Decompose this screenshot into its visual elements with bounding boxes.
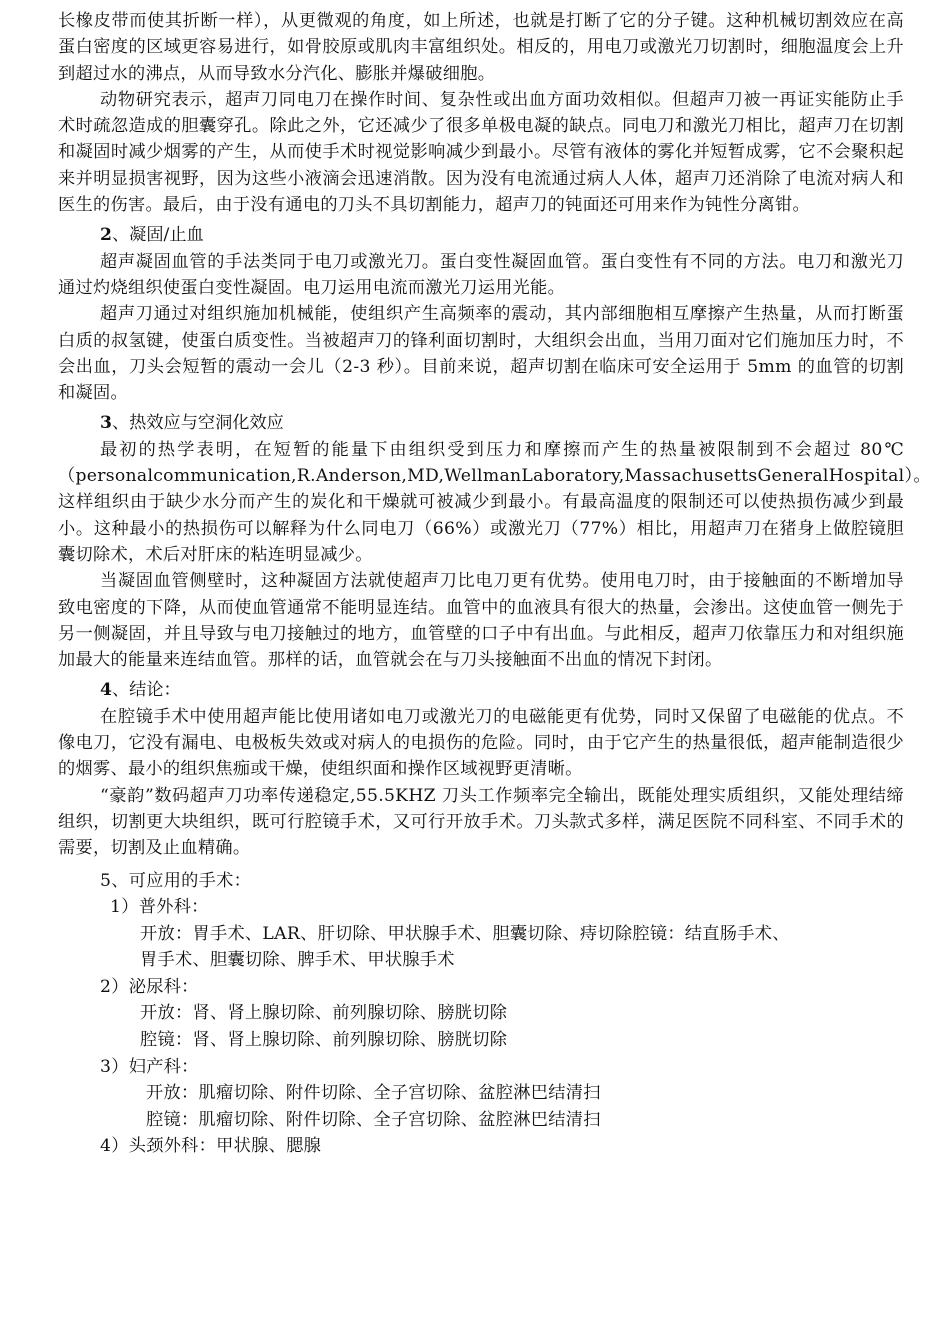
section-heading-coagulation	[100, 222, 904, 248]
paragraph-thermal-study: 最初的热学表明，在短暂的能量下由组织受到压力和摩擦而产生的热量被限制到不会超过 80℃（personalcommunication,R.Anderson,MD,WellmanLaboratory,MassachusettsGeneralHospital）。这样组织由于缺少水分而产生的炭化和干燥就可被减少到最小。有最高温度的限制还可以使热损伤减少到最小。这种最小的热损伤可以解释为什么同电刀（66%）或激光刀（77%）相比，用超声刀在猪身上做腔镜胆囊切除术，术后对肝床的粘连明显减少。	[58, 439, 931, 565]
head-neck-label: 4）头颈外科：甲状腺、腮腺	[100, 1136, 322, 1157]
section-number: 4	[100, 680, 112, 701]
urology-label: 2）泌尿科：	[100, 976, 199, 997]
document-page	[58, 8, 931, 1160]
section-title: 、热效应与空洞化效应	[111, 413, 284, 434]
urology-open: 开放：肾、肾上腺切除、前列腺切除、膀胱切除	[140, 1003, 508, 1024]
general-surgery-label: 1）普外科：	[110, 897, 209, 918]
section-number: 3	[100, 413, 112, 434]
section-heading-thermal	[100, 410, 904, 436]
paragraph-vessel-sealing: 当凝固血管侧壁时，这种凝固方法就使超声刀比电刀更有优势。使用电刀时，由于接触面的不断增加导致电密度的下降，从而使血管通常不能明显连结。血管中的血液具有很大的热量，会渗出。这使血管一侧先于另一侧凝固，并且导致与电刀接触过的地方，血管壁的口子中有出血。与此相反，超声刀依靠压力和对组织施加最大的能量来连结血管。那样的话，血管就会在与刀头接触面不出血的情况下封闭。	[58, 571, 904, 671]
paragraph-mechanical-cutting: 长橡皮带而使其折断一样），从更微观的角度，如上所述，也就是打断了它的分子键。这种机械切割效应在高蛋白密度的区域更容易进行，如骨胶原或肌肉丰富组织处。相反的，用电刀或激光刀切割时，细胞温度会上升到超过水的沸点，从而导致水分汽化、膨胀并爆破细胞。	[58, 11, 904, 84]
section-number: 2	[100, 225, 112, 246]
general-surgery-line: 胃手术、胆囊切除、脾手术、甲状腺手术	[140, 950, 455, 971]
general-surgery-line: 开放：胃手术、LAR、肝切除、甲状腺手术、胆囊切除、痔切除腔镜：结直肠手术、	[140, 923, 790, 944]
section-title: 、结论：	[111, 680, 181, 701]
section-heading-conclusion	[100, 677, 904, 703]
paragraph-coagulation-methods: 超声凝固血管的手法类同于电刀或激光刀。蛋白变性凝固血管。蛋白变性有不同的方法。电刀和激光刀通过灼烧组织使蛋白变性凝固。电刀运用电流而激光刀运用光能。	[58, 251, 904, 298]
section-title: 、凝固/止血	[111, 225, 204, 246]
surgery-list-title: 5、可应用的手术：	[100, 870, 252, 891]
urology-laparoscopic: 腔镜：肾、肾上腺切除、前列腺切除、膀胱切除	[140, 1030, 508, 1051]
gynecology-laparoscopic: 腔镜：肌瘤切除、附件切除、全子宫切除、盆腔淋巴结清扫	[146, 1109, 601, 1130]
paragraph-conclusion: 在腔镜手术中使用超声能比使用诸如电刀或激光刀的电磁能更有优势，同时又保留了电磁能的优点。不像电刀，它没有漏电、电极板失效或对病人的电损伤的危险。同时，由于它产生的热量很低，超声能制造很少的烟雾、最小的组织焦痂或干燥，使组织面和操作区域视野更清晰。	[58, 706, 904, 780]
gynecology-label: 3）妇产科：	[100, 1056, 199, 1077]
gynecology-open: 开放：肌瘤切除、附件切除、全子宫切除、盆腔淋巴结清扫	[146, 1083, 601, 1104]
paragraph-mechanical-energy: 超声刀通过对组织施加机械能，使组织产生高频率的震动，其内部细胞相互摩擦产生热量，从而打断蛋白质的叔氢键，使蛋白质变性。当被超声刀的锋利面切割时，大组织会出血，当用刀面对它们施加压力时，不会出血，刀头会短暂的震动一会儿（2-3 秒）。目前来说，超声切割在临床可安全运用于 5mm 的血管的切割和凝固。	[58, 304, 904, 404]
paragraph-product-description: “豪韵”数码超声刀功率传递稳定,55.5KHZ 刀头工作频率完全输出，既能处理实质组织，又能处理结缔组织，切割更大块组织，既可行腔镜手术，又可行开放手术。刀头款式多样，满足医院不同科室、不同手术的需要，切割及止血精确。	[58, 785, 904, 859]
paragraph-animal-research: 动物研究表示，超声刀同电刀在操作时间、复杂性或出血方面功效相似。但超声刀被一再证实能防止手术时疏忽造成的胆囊穿孔。除此之外，它还减少了很多单极电凝的缺点。同电刀和激光刀相比，超声刀在切割和凝固时减少烟雾的产生，从而使手术时视觉影响减少到最小。尽管有液体的雾化并短暂成雾，它不会聚积起来并明显损害视野，因为这些小液滴会迅速消散。因为没有电流通过病人人体，超声刀还消除了电流对病人和医生的伤害。最后，由于没有通电的刀头不具切割能力，超声刀的钝面还可用来作为钝性分离钳。	[58, 89, 904, 216]
